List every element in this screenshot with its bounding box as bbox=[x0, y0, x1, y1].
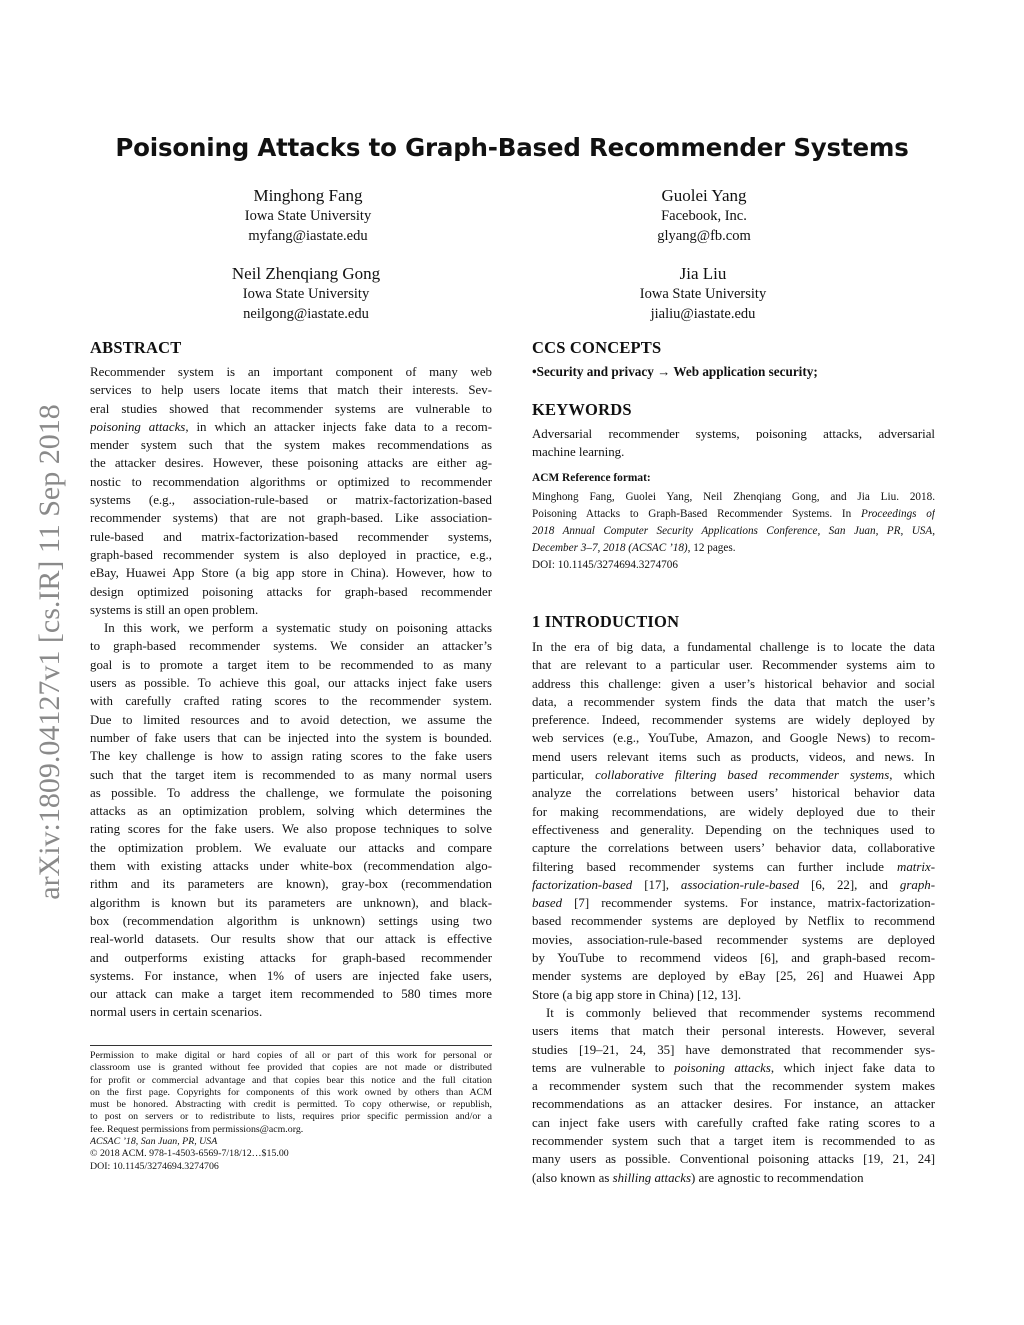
keywords-body bbox=[532, 425, 935, 462]
author-name: Jia Liu bbox=[679, 264, 727, 283]
text-segment: particular, bbox=[532, 768, 596, 783]
abstract-body bbox=[90, 363, 492, 1022]
text-line: them with existing attacks under white-box (recommendation algo- bbox=[90, 859, 492, 874]
author-block bbox=[158, 186, 458, 248]
author-affiliation: Iowa State University bbox=[639, 286, 767, 302]
text-line: studies [19–21, 24, 35] have demonstrated that recommender sys- bbox=[532, 1042, 935, 1057]
text-line: rating scores for the fake users. We also propose techniques to solve bbox=[90, 822, 492, 837]
text-line: recommendations as an attacker desires. For instance, an attacker bbox=[532, 1097, 935, 1112]
author-affiliation: Iowa State University bbox=[244, 208, 372, 224]
text-line: with carefully crafted rating scores to the recommender system. bbox=[90, 694, 492, 709]
text-line bbox=[532, 858, 935, 876]
text-line: real-world datasets. Our results show that our attack is effective bbox=[90, 932, 492, 947]
acm-reference-body bbox=[532, 489, 935, 574]
author-email[interactable]: glyang@fb.com bbox=[657, 228, 751, 244]
text-line: attacks as an optimization problem, solving which determines the bbox=[90, 804, 492, 819]
text-line: eBay, Huawei App Store (a big app store in China). However, how to bbox=[90, 566, 492, 581]
text-line: eral studies showed that recommender systems are vulnerable to bbox=[90, 401, 492, 416]
text-line: that are relevant to a particular user. Recommender systems aim to bbox=[532, 658, 935, 673]
author-block bbox=[156, 264, 456, 326]
author-affiliation: Iowa State University bbox=[242, 286, 370, 302]
text-line: services to help users locate items that match their interests. Sev- bbox=[90, 383, 492, 398]
text-segment: ) are agnostic to recommendation bbox=[690, 1170, 864, 1185]
italic-text: poisoning attacks bbox=[90, 419, 186, 434]
text-line: recommender system such that a target item is recommended to as bbox=[532, 1134, 935, 1149]
text-line: mender systems are deployed by eBay [25, 26] and Huawei App bbox=[532, 969, 935, 984]
text-line: systems is still an open problem. bbox=[90, 602, 259, 617]
text-segment: tems are vulnerable to bbox=[532, 1060, 675, 1075]
footnote-copyright: © 2018 ACM. 978-1-4503-6569-7/18/12…$15.00 bbox=[90, 1148, 289, 1160]
ccs-heading: CCS CONCEPTS bbox=[532, 338, 662, 357]
text-line: must be honored. Abstracting with credit is permitted. To copy otherwise, or republish, bbox=[90, 1099, 492, 1111]
italic-text: based bbox=[532, 896, 563, 911]
text-line: goal is to promote a target item to be recommended to as many bbox=[90, 657, 492, 672]
author-name: Guolei Yang bbox=[661, 186, 747, 205]
text-segment: [17], bbox=[632, 877, 681, 892]
text-line: mend users relevant items such as products, videos, and news. In bbox=[532, 749, 935, 764]
text-line: on the first page. Copyrights for components of this work owned by others than ACM bbox=[90, 1086, 492, 1098]
text-line: address this challenge: given a user’s historical behavior and social bbox=[532, 676, 935, 691]
text-line: Due to limited resources and to avoid detection, we assume the bbox=[90, 712, 492, 727]
text-line: mender system such that the system makes recommendations as bbox=[90, 438, 492, 453]
text-line: systems. For instance, when 1% of users are injected fake users, bbox=[90, 968, 492, 983]
keywords-line: Adversarial recommender systems, poisoning attacks, adversarial bbox=[532, 427, 935, 441]
italic-text: Proceedings of bbox=[861, 508, 935, 520]
text-line: preference. Indeed, recommender systems are widely deployed by bbox=[532, 713, 935, 728]
text-line: to post on servers or to redistribute to lists, requires prior specific permission and/or a bbox=[90, 1111, 492, 1123]
text-line: by YouTube to recommend videos [6], and graph-based recom- bbox=[532, 951, 935, 966]
text-line bbox=[532, 1059, 935, 1077]
text-line: Store (a big app store in China) [12, 13]. bbox=[532, 987, 742, 1002]
text-segment: , in which an attacker injects fake data to a recom- bbox=[185, 419, 492, 434]
text-line: DOI: 10.1145/3274694.3274706 bbox=[532, 559, 678, 571]
text-line: such that the target item is recommended to as many normal users bbox=[90, 767, 492, 782]
text-segment: [7] recommender systems. For instance, matrix-factorization- bbox=[562, 896, 935, 911]
keywords-line: machine learning. bbox=[532, 445, 625, 460]
italic-text: 2018 Annual Computer Security Applications Conference, San Juan, PR, USA, bbox=[532, 525, 935, 537]
text-segment: , 12 pages. bbox=[687, 542, 736, 554]
text-line: users as possible. To achieve this goal, our attacks inject fake users bbox=[90, 676, 492, 691]
author-email[interactable]: jialiu@iastate.edu bbox=[650, 306, 756, 322]
text-line: data, a recommender system finds the data that match the user’s bbox=[532, 694, 935, 709]
text-line: users items that match their personal interests. However, several bbox=[532, 1024, 935, 1039]
text-line: our attack can make a target item recommended to 580 times more bbox=[90, 987, 492, 1002]
paper-title: Poisoning Attacks to Graph-Based Recommender Systems bbox=[115, 133, 909, 162]
text-line: web services (e.g., YouTube, Amazon, and Google News) to recom- bbox=[532, 731, 935, 746]
author-name: Neil Zhenqiang Gong bbox=[231, 264, 381, 283]
text-line: to graph-based recommender systems. We consider an attacker’s bbox=[90, 639, 492, 654]
text-segment: , which bbox=[889, 768, 935, 783]
text-line: for profit or commercial advantage and that copies bear this notice and the full citation bbox=[90, 1074, 492, 1086]
text-line: Permission to make digital or hard copies of all or part of this work for personal or bbox=[90, 1050, 492, 1061]
footnote-divider bbox=[90, 1045, 492, 1046]
text-line: In the era of big data, a fundamental challenge is to locate the data bbox=[532, 640, 935, 654]
text-line bbox=[532, 766, 935, 784]
text-line bbox=[532, 894, 935, 912]
text-line: the attacker desires. However, these poisoning attacks are either ag- bbox=[90, 456, 492, 471]
text-line: as possible. To address the challenge, we formulate the poisoning bbox=[90, 785, 492, 800]
author-email[interactable]: myfang@iastate.edu bbox=[248, 228, 368, 244]
text-segment: filtering based recommender systems can further include bbox=[532, 859, 898, 874]
text-line: design optimized poisoning attacks for graph-based recommender bbox=[90, 584, 492, 599]
text-line: systems (e.g., association-rule-based or matrix-factorization-based bbox=[90, 493, 492, 508]
footnote-doi: DOI: 10.1145/3274694.3274706 bbox=[90, 1160, 219, 1172]
author-block bbox=[553, 264, 853, 326]
text-line: Recommender system is an important component of many web bbox=[90, 365, 492, 379]
text-segment: [6, 22], and bbox=[799, 877, 900, 892]
abstract-heading: ABSTRACT bbox=[90, 338, 182, 357]
text-line: In this work, we perform a systematic study on poisoning attacks bbox=[104, 621, 492, 636]
text-line: many users as possible. Conventional poisoning attacks [19, 21, 24] bbox=[532, 1152, 935, 1167]
text-line bbox=[532, 523, 935, 540]
acm-reference-heading: ACM Reference format: bbox=[532, 472, 651, 484]
text-line bbox=[532, 876, 935, 894]
italic-text: shilling attacks bbox=[612, 1170, 691, 1185]
italic-text: graph- bbox=[899, 877, 935, 892]
text-line: It is commonly believed that recommender systems recommend bbox=[546, 1005, 935, 1020]
text-line: nostic to recommendation algorithms or optimized to recommender bbox=[90, 474, 492, 489]
author-name: Minghong Fang bbox=[253, 186, 363, 205]
ccs-concept-item: •Security and privacy → Web application security; bbox=[532, 364, 818, 379]
text-line bbox=[532, 1169, 935, 1187]
italic-text: matrix- bbox=[897, 859, 935, 874]
author-affiliation: Facebook, Inc. bbox=[661, 208, 747, 224]
arxiv-identifier-stamp: arXiv:1809.04127v1 [cs.IR] 11 Sep 2018 bbox=[33, 404, 66, 900]
text-line: box (recommendation algorithm is unknown) settings using two bbox=[90, 913, 492, 928]
text-line: and outperforms existing attacks for graph-based recommender bbox=[90, 950, 492, 965]
text-line: analyze the correlations between users’ historical behavior data bbox=[532, 786, 935, 801]
author-block bbox=[554, 186, 854, 248]
introduction-heading: 1 INTRODUCTION bbox=[532, 612, 680, 631]
permission-footnote bbox=[90, 1050, 492, 1173]
text-line bbox=[90, 418, 492, 436]
text-line: normal users in certain scenarios. bbox=[90, 1005, 263, 1020]
keywords-heading: KEYWORDS bbox=[532, 400, 632, 419]
italic-text: collaborative filtering based recommender systems bbox=[595, 768, 890, 783]
text-line: The key challenge is how to assign rating scores to the fake users bbox=[90, 749, 492, 764]
text-segment: , which inject fake data to bbox=[770, 1060, 935, 1075]
text-line: for making recommendations, are widely deployed due to their bbox=[532, 804, 935, 819]
italic-text: factorization-based bbox=[532, 877, 633, 892]
italic-text: association-rule-based bbox=[680, 877, 800, 892]
introduction-body bbox=[532, 638, 935, 1187]
text-line: effectiveness and generality. Depending on the techniques used to bbox=[532, 822, 935, 837]
italic-text: poisoning attacks bbox=[674, 1060, 771, 1075]
text-line: classroom use is granted without fee provided that copies are not made or distributed bbox=[90, 1062, 492, 1074]
text-line: rithm and its parameters are known), gray-box (recommendation bbox=[90, 877, 492, 892]
text-line: movies, association-rule-based recommender systems are deployed bbox=[532, 932, 935, 947]
text-line bbox=[532, 506, 935, 523]
text-line: a recommender system such that the recommender system makes bbox=[532, 1079, 935, 1094]
text-line bbox=[532, 540, 935, 557]
footnote-venue: ACSAC ’18, San Juan, PR, USA bbox=[90, 1136, 218, 1148]
text-line: recommender systems) that are not graph-based. Like association- bbox=[90, 511, 492, 526]
italic-text: December 3–7, 2018 (ACSAC ’18) bbox=[532, 542, 688, 554]
text-line: can inject fake users with carefully crafted fake rating scores to a bbox=[532, 1115, 935, 1130]
text-line: algorithm is known but its parameters are unknown), and black- bbox=[90, 895, 492, 910]
text-segment: (also known as bbox=[532, 1170, 613, 1185]
author-email[interactable]: neilgong@iastate.edu bbox=[243, 306, 369, 322]
text-line: fee. Request permissions from permissions@acm.org. bbox=[90, 1123, 304, 1135]
text-line: rule-based and matrix-factorization-based recommender systems, bbox=[90, 529, 492, 544]
text-line: capture the correlations between users’ behavior data, collaborative bbox=[532, 841, 935, 856]
text-line: graph-based recommender system is also deployed in practice, e.g., bbox=[90, 547, 492, 562]
text-line: Minghong Fang, Guolei Yang, Neil Zhenqiang Gong, and Jia Liu. 2018. bbox=[532, 491, 935, 503]
text-segment: Poisoning Attacks to Graph-Based Recommender Systems. In bbox=[532, 508, 862, 520]
text-line: the optimization problem. We evaluate our attacks and compare bbox=[90, 840, 492, 855]
text-line: based recommender systems are deployed by Netflix to recommend bbox=[532, 914, 935, 929]
text-line: number of fake users that can be injected into the system is bounded. bbox=[90, 730, 492, 745]
